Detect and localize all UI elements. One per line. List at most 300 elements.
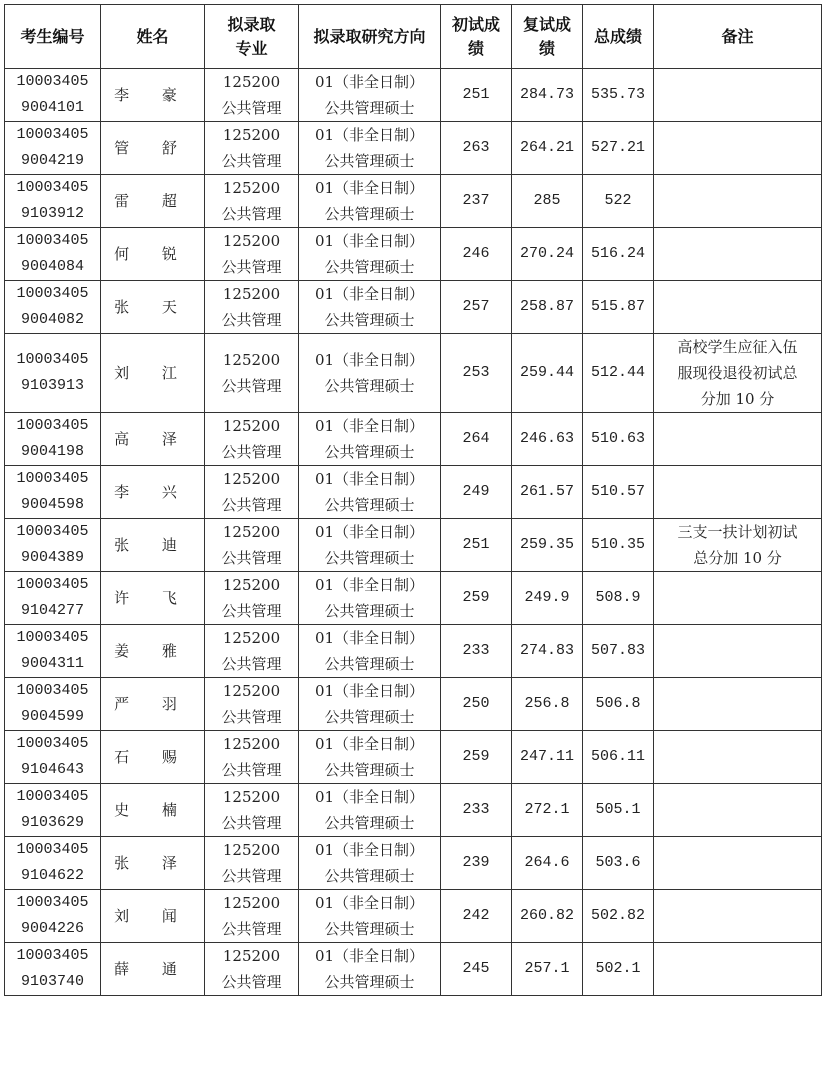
cell-text: 259: [462, 589, 490, 606]
cell-note: [654, 175, 822, 228]
cell-text: 261.57: [519, 483, 574, 500]
cell-text: 公共管理硕士: [324, 496, 415, 514]
cell-major: [205, 281, 299, 334]
cell-text: 125200: [222, 417, 281, 435]
cell-name: [101, 943, 205, 996]
cell-text: 258.87: [519, 298, 574, 315]
cell-total-score: [583, 943, 654, 996]
cell-text: 259.35: [519, 536, 574, 553]
cell-text: 01（非全日制）: [314, 735, 425, 753]
cell-major: [205, 175, 299, 228]
cell-text: 姜 雅: [114, 642, 191, 660]
cell-text: 公共管理: [221, 443, 282, 461]
table-row: [5, 890, 822, 943]
cell-prelim-score: [441, 281, 512, 334]
cell-note: [654, 228, 822, 281]
cell-candidate-id: [5, 228, 101, 281]
cell-text: 9004226: [20, 920, 84, 937]
cell-total-score: [583, 122, 654, 175]
cell-text: 公共管理硕士: [324, 867, 415, 885]
table-row: [5, 731, 822, 784]
cell-note: [654, 466, 822, 519]
cell-text: 10003405: [16, 470, 89, 487]
cell-text: 01（非全日制）: [314, 947, 425, 965]
cell-text: 125200: [222, 576, 281, 594]
cell-text: 10003405: [16, 788, 89, 805]
cell-text: 公共管理硕士: [324, 99, 415, 117]
cell-text: 何 锐: [114, 245, 191, 263]
table-row: [5, 466, 822, 519]
cell-prelim-score: [441, 466, 512, 519]
cell-note: [654, 890, 822, 943]
cell-text: 公共管理硕士: [324, 152, 415, 170]
cell-note: [654, 69, 822, 122]
cell-text: 502.1: [595, 960, 641, 977]
cell-text: 9104622: [20, 867, 84, 884]
cell-text: 250: [462, 695, 490, 712]
cell-direction: [299, 466, 441, 519]
cell-text: 雷 超: [114, 192, 191, 210]
cell-total-score: [583, 837, 654, 890]
cell-name: [101, 625, 205, 678]
cell-text: 285: [533, 192, 561, 209]
cell-text: 张 天: [114, 298, 191, 316]
cell-text: 01（非全日制）: [314, 788, 425, 806]
cell-text: 284.73: [519, 86, 574, 103]
cell-retest-score: [512, 731, 583, 784]
cell-text: 259.44: [519, 364, 574, 381]
cell-name: [101, 281, 205, 334]
cell-name: [101, 837, 205, 890]
cell-text: 260.82: [519, 907, 574, 924]
cell-text: 9004219: [20, 152, 84, 169]
cell-text: 125200: [222, 73, 281, 91]
cell-text: 10003405: [16, 735, 89, 752]
cell-text: 264.21: [519, 139, 574, 156]
cell-text: 9004598: [20, 496, 84, 513]
cell-total-score: [583, 784, 654, 837]
cell-note: [654, 281, 822, 334]
cell-text: 01（非全日制）: [314, 682, 425, 700]
cell-candidate-id: [5, 890, 101, 943]
cell-text: 9004198: [20, 443, 84, 460]
cell-text: 01（非全日制）: [314, 523, 425, 541]
cell-text: 9004082: [20, 311, 84, 328]
cell-direction: [299, 890, 441, 943]
cell-major: [205, 731, 299, 784]
cell-candidate-id: [5, 69, 101, 122]
cell-text: 01（非全日制）: [314, 841, 425, 859]
cell-prelim-score: [441, 228, 512, 281]
cell-retest-score: [512, 175, 583, 228]
cell-text: 服现役退役初试总: [677, 364, 798, 382]
table-row: [5, 519, 822, 572]
cell-text: 10003405: [16, 947, 89, 964]
cell-name: [101, 466, 205, 519]
table-row: [5, 943, 822, 996]
cell-text: 高校学生应征入伍: [677, 338, 798, 356]
cell-text: 公共管理硕士: [324, 311, 415, 329]
cell-text: 分加 10 分: [700, 390, 775, 408]
cell-direction: [299, 837, 441, 890]
cell-text: 9004311: [20, 655, 84, 672]
cell-text: 01（非全日制）: [314, 417, 425, 435]
cell-text: 公共管理: [221, 761, 282, 779]
cell-candidate-id: [5, 175, 101, 228]
cell-prelim-score: [441, 572, 512, 625]
cell-text: 253: [462, 364, 490, 381]
cell-text: 10003405: [16, 841, 89, 858]
cell-name: [101, 175, 205, 228]
cell-text: 9004101: [20, 99, 84, 116]
cell-retest-score: [512, 413, 583, 466]
cell-text: 125200: [222, 735, 281, 753]
cell-text: 9104277: [20, 602, 84, 619]
cell-direction: [299, 784, 441, 837]
cell-text: 01（非全日制）: [314, 470, 425, 488]
cell-major: [205, 943, 299, 996]
cell-text: 249.9: [524, 589, 570, 606]
cell-text: 237: [462, 192, 490, 209]
cell-text: 高 泽: [114, 430, 191, 448]
cell-text: 264.6: [524, 854, 570, 871]
cell-major: [205, 122, 299, 175]
header-row: [5, 5, 822, 69]
table-body: [5, 69, 822, 996]
header-retest: 复试成 绩: [512, 5, 583, 69]
cell-text: 125200: [222, 126, 281, 144]
cell-text: 公共管理: [221, 152, 282, 170]
cell-direction: [299, 625, 441, 678]
cell-name: [101, 784, 205, 837]
cell-text: 9004599: [20, 708, 84, 725]
cell-retest-score: [512, 572, 583, 625]
cell-major: [205, 837, 299, 890]
cell-text: 公共管理硕士: [324, 377, 415, 395]
cell-total-score: [583, 281, 654, 334]
cell-prelim-score: [441, 784, 512, 837]
cell-major: [205, 466, 299, 519]
cell-text: 公共管理: [221, 973, 282, 991]
cell-note: [654, 784, 822, 837]
cell-text: 10003405: [16, 894, 89, 911]
cell-note: [654, 334, 822, 413]
cell-name: [101, 228, 205, 281]
cell-direction: [299, 731, 441, 784]
cell-retest-score: [512, 625, 583, 678]
cell-text: 张 泽: [114, 854, 191, 872]
cell-text: 125200: [222, 179, 281, 197]
cell-major: [205, 413, 299, 466]
cell-prelim-score: [441, 625, 512, 678]
cell-text: 公共管理硕士: [324, 602, 415, 620]
cell-text: 125200: [222, 947, 281, 965]
cell-text: 246: [462, 245, 490, 262]
cell-prelim-score: [441, 837, 512, 890]
cell-candidate-id: [5, 943, 101, 996]
cell-major: [205, 572, 299, 625]
cell-retest-score: [512, 69, 583, 122]
cell-text: 527.21: [590, 139, 645, 156]
cell-text: 01（非全日制）: [314, 351, 425, 369]
cell-text: 01（非全日制）: [314, 179, 425, 197]
cell-note: [654, 731, 822, 784]
cell-retest-score: [512, 122, 583, 175]
cell-text: 9103913: [20, 377, 84, 394]
cell-name: [101, 678, 205, 731]
admission-table: [4, 4, 822, 996]
cell-text: 251: [462, 536, 490, 553]
cell-text: 公共管理: [221, 708, 282, 726]
cell-text: 125200: [222, 841, 281, 859]
cell-text: 516.24: [590, 245, 645, 262]
cell-text: 刘 江: [114, 364, 191, 382]
cell-text: 10003405: [16, 351, 89, 368]
cell-text: 公共管理: [221, 602, 282, 620]
cell-text: 239: [462, 854, 490, 871]
cell-retest-score: [512, 466, 583, 519]
cell-text: 10003405: [16, 417, 89, 434]
cell-text: 公共管理: [221, 814, 282, 832]
cell-total-score: [583, 466, 654, 519]
cell-text: 125200: [222, 351, 281, 369]
cell-direction: [299, 69, 441, 122]
cell-candidate-id: [5, 784, 101, 837]
table-row: [5, 413, 822, 466]
cell-direction: [299, 122, 441, 175]
cell-prelim-score: [441, 678, 512, 731]
cell-retest-score: [512, 890, 583, 943]
cell-text: 502.82: [590, 907, 645, 924]
cell-text: 257.1: [524, 960, 570, 977]
cell-total-score: [583, 890, 654, 943]
cell-text: 三支一扶计划初试: [677, 523, 798, 541]
cell-total-score: [583, 678, 654, 731]
cell-name: [101, 572, 205, 625]
cell-name: [101, 122, 205, 175]
cell-text: 9103912: [20, 205, 84, 222]
cell-note: [654, 122, 822, 175]
cell-text: 522: [604, 192, 632, 209]
cell-major: [205, 784, 299, 837]
cell-text: 石 赐: [114, 748, 191, 766]
cell-prelim-score: [441, 943, 512, 996]
cell-retest-score: [512, 678, 583, 731]
cell-text: 507.83: [590, 642, 645, 659]
cell-text: 张 迪: [114, 536, 191, 554]
cell-text: 10003405: [16, 73, 89, 90]
cell-direction: [299, 943, 441, 996]
cell-text: 125200: [222, 470, 281, 488]
cell-direction: [299, 519, 441, 572]
cell-note: [654, 625, 822, 678]
cell-retest-score: [512, 281, 583, 334]
cell-text: 510.35: [590, 536, 645, 553]
cell-text: 公共管理: [221, 496, 282, 514]
cell-text: 259: [462, 748, 490, 765]
cell-text: 242: [462, 907, 490, 924]
header-direction: 拟录取研究方向: [299, 5, 441, 69]
cell-total-score: [583, 731, 654, 784]
cell-text: 510.63: [590, 430, 645, 447]
cell-candidate-id: [5, 572, 101, 625]
cell-candidate-id: [5, 122, 101, 175]
cell-retest-score: [512, 784, 583, 837]
cell-text: 严 羽: [114, 695, 191, 713]
cell-candidate-id: [5, 334, 101, 413]
cell-prelim-score: [441, 731, 512, 784]
cell-name: [101, 413, 205, 466]
cell-text: 10003405: [16, 232, 89, 249]
cell-text: 刘 闻: [114, 907, 191, 925]
cell-direction: [299, 572, 441, 625]
cell-retest-score: [512, 334, 583, 413]
header-total: 总成绩: [583, 5, 654, 69]
cell-total-score: [583, 334, 654, 413]
cell-text: 10003405: [16, 576, 89, 593]
cell-direction: [299, 228, 441, 281]
cell-text: 505.1: [595, 801, 641, 818]
cell-text: 233: [462, 801, 490, 818]
cell-note: [654, 678, 822, 731]
cell-text: 公共管理硕士: [324, 708, 415, 726]
cell-text: 01（非全日制）: [314, 576, 425, 594]
cell-text: 公共管理硕士: [324, 258, 415, 276]
cell-text: 125200: [222, 788, 281, 806]
cell-text: 125200: [222, 894, 281, 912]
cell-text: 管 舒: [114, 139, 191, 157]
cell-text: 506.11: [590, 748, 645, 765]
cell-text: 506.8: [595, 695, 641, 712]
cell-name: [101, 334, 205, 413]
table-row: [5, 281, 822, 334]
cell-direction: [299, 334, 441, 413]
cell-text: 9004084: [20, 258, 84, 275]
cell-text: 总分加 10 分: [693, 549, 782, 567]
cell-retest-score: [512, 943, 583, 996]
cell-text: 272.1: [524, 801, 570, 818]
cell-text: 李 兴: [114, 483, 191, 501]
cell-text: 251: [462, 86, 490, 103]
cell-text: 公共管理: [221, 867, 282, 885]
cell-note: [654, 572, 822, 625]
cell-prelim-score: [441, 175, 512, 228]
cell-direction: [299, 175, 441, 228]
cell-total-score: [583, 625, 654, 678]
cell-text: 245: [462, 960, 490, 977]
cell-text: 公共管理硕士: [324, 814, 415, 832]
cell-candidate-id: [5, 837, 101, 890]
cell-prelim-score: [441, 69, 512, 122]
cell-text: 01（非全日制）: [314, 285, 425, 303]
cell-text: 公共管理: [221, 920, 282, 938]
cell-text: 9103740: [20, 973, 84, 990]
cell-candidate-id: [5, 466, 101, 519]
cell-text: 公共管理: [221, 258, 282, 276]
cell-text: 01（非全日制）: [314, 126, 425, 144]
cell-direction: [299, 413, 441, 466]
cell-text: 李 豪: [114, 86, 191, 104]
cell-major: [205, 890, 299, 943]
cell-total-score: [583, 572, 654, 625]
cell-note: [654, 519, 822, 572]
cell-text: 公共管理: [221, 99, 282, 117]
cell-major: [205, 228, 299, 281]
cell-text: 510.57: [590, 483, 645, 500]
table-row: [5, 69, 822, 122]
cell-retest-score: [512, 228, 583, 281]
cell-candidate-id: [5, 281, 101, 334]
header-name: 姓名: [101, 5, 205, 69]
cell-candidate-id: [5, 519, 101, 572]
table-row: [5, 784, 822, 837]
cell-text: 公共管理: [221, 311, 282, 329]
table-row: [5, 572, 822, 625]
cell-text: 125200: [222, 523, 281, 541]
cell-name: [101, 731, 205, 784]
table-row: [5, 334, 822, 413]
cell-text: 535.73: [590, 86, 645, 103]
table-row: [5, 122, 822, 175]
cell-text: 公共管理: [221, 655, 282, 673]
cell-candidate-id: [5, 678, 101, 731]
header-major: 拟录取 专业: [205, 5, 299, 69]
cell-text: 10003405: [16, 285, 89, 302]
cell-text: 9103629: [20, 814, 84, 831]
cell-text: 公共管理硕士: [324, 761, 415, 779]
cell-text: 公共管理: [221, 549, 282, 567]
cell-text: 125200: [222, 285, 281, 303]
cell-text: 233: [462, 642, 490, 659]
cell-text: 公共管理硕士: [324, 655, 415, 673]
cell-total-score: [583, 69, 654, 122]
cell-text: 264: [462, 430, 490, 447]
cell-prelim-score: [441, 413, 512, 466]
cell-text: 274.83: [519, 642, 574, 659]
cell-text: 史 楠: [114, 801, 191, 819]
cell-text: 125200: [222, 232, 281, 250]
cell-direction: [299, 678, 441, 731]
cell-prelim-score: [441, 890, 512, 943]
cell-text: 01（非全日制）: [314, 73, 425, 91]
cell-text: 10003405: [16, 126, 89, 143]
cell-total-score: [583, 413, 654, 466]
cell-text: 许 飞: [114, 589, 191, 607]
cell-text: 公共管理硕士: [324, 973, 415, 991]
cell-candidate-id: [5, 413, 101, 466]
table-row: [5, 678, 822, 731]
cell-text: 515.87: [590, 298, 645, 315]
cell-text: 01（非全日制）: [314, 232, 425, 250]
header-note: 备注: [654, 5, 822, 69]
table-row: [5, 175, 822, 228]
header-id: 考生编号: [5, 5, 101, 69]
cell-candidate-id: [5, 625, 101, 678]
cell-text: 9004389: [20, 549, 84, 566]
cell-retest-score: [512, 519, 583, 572]
table-row: [5, 837, 822, 890]
cell-major: [205, 519, 299, 572]
cell-text: 01（非全日制）: [314, 629, 425, 647]
cell-text: 薛 通: [114, 960, 191, 978]
cell-text: 246.63: [519, 430, 574, 447]
cell-major: [205, 69, 299, 122]
cell-major: [205, 678, 299, 731]
cell-text: 01（非全日制）: [314, 894, 425, 912]
cell-note: [654, 413, 822, 466]
header-prelim: 初试成 绩: [441, 5, 512, 69]
cell-name: [101, 519, 205, 572]
